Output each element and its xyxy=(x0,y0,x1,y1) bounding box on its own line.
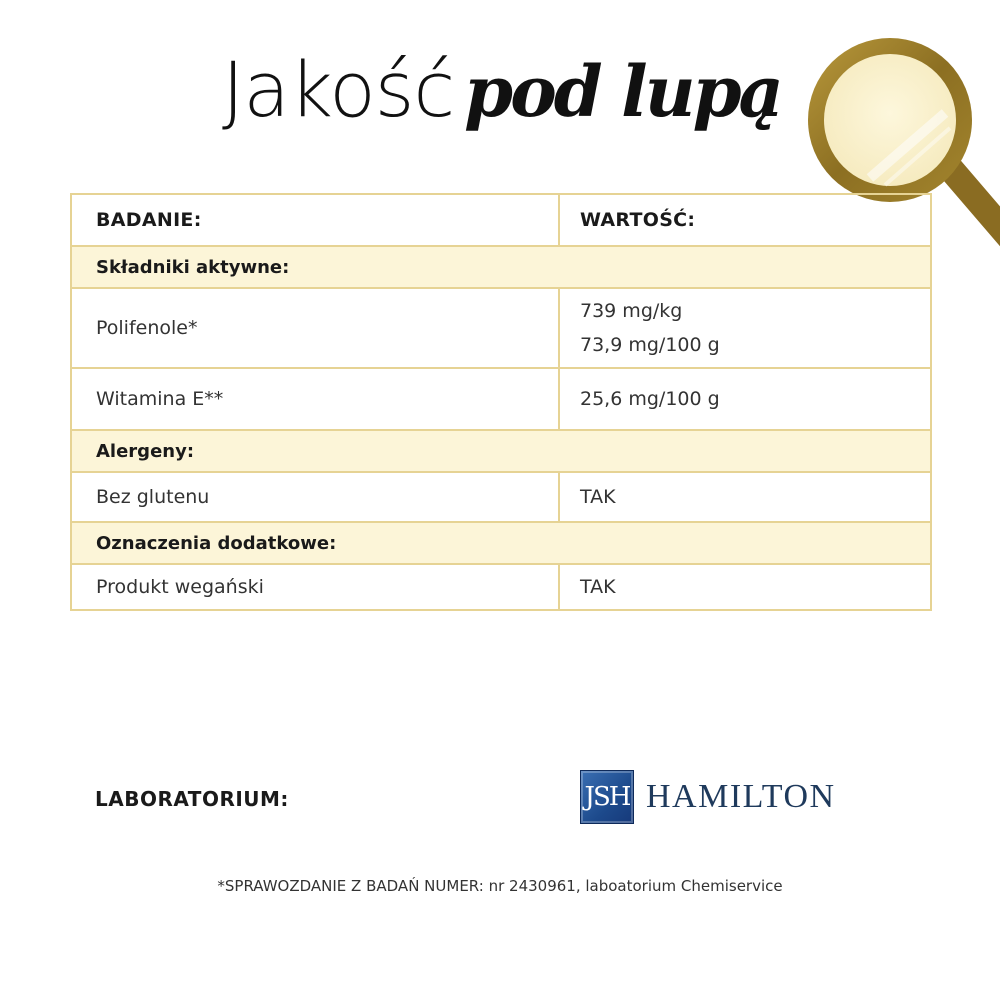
section-title: Oznaczenia dodatkowe: xyxy=(71,522,931,564)
title-bold: pod lupą xyxy=(464,50,781,133)
footnote: *SPRAWOZDANIE Z BADAŃ NUMER: nr 2430961, laboatorium Chemiservice xyxy=(217,877,783,895)
header-wartosc: WARTOŚĆ: xyxy=(559,194,931,246)
logo-mark-text: JSH xyxy=(584,782,630,812)
row-name: Bez glutenu xyxy=(71,472,559,522)
table-row xyxy=(71,368,931,430)
section-skladniki xyxy=(71,246,931,288)
row-name: Produkt wegański xyxy=(71,564,559,610)
section-alergeny xyxy=(71,430,931,472)
value-line: 73,9 mg/100 g xyxy=(580,334,720,356)
hamilton-logo xyxy=(580,770,836,824)
page-title xyxy=(222,45,781,134)
row-value: 25,6 mg/100 g xyxy=(559,368,931,430)
title-light: Jakość xyxy=(222,45,455,134)
logo-name: HAMILTON xyxy=(646,778,836,815)
row-value xyxy=(559,288,931,368)
table-header xyxy=(71,194,931,246)
row-name: Witamina E** xyxy=(71,368,559,430)
section-title: Składniki aktywne: xyxy=(71,246,931,288)
row-value: TAK xyxy=(559,472,931,522)
table-row xyxy=(71,564,931,610)
results-table xyxy=(70,193,932,611)
logo-mark xyxy=(580,770,634,824)
row-value: TAK xyxy=(559,564,931,610)
laboratory-label: LABORATORIUM: xyxy=(95,787,289,811)
table-row xyxy=(71,472,931,522)
header-badanie: BADANIE: xyxy=(71,194,559,246)
row-name: Polifenole* xyxy=(71,288,559,368)
section-oznaczenia xyxy=(71,522,931,564)
table-row xyxy=(71,288,931,368)
section-title: Alergeny: xyxy=(71,430,931,472)
value-line: 739 mg/kg xyxy=(580,300,683,322)
